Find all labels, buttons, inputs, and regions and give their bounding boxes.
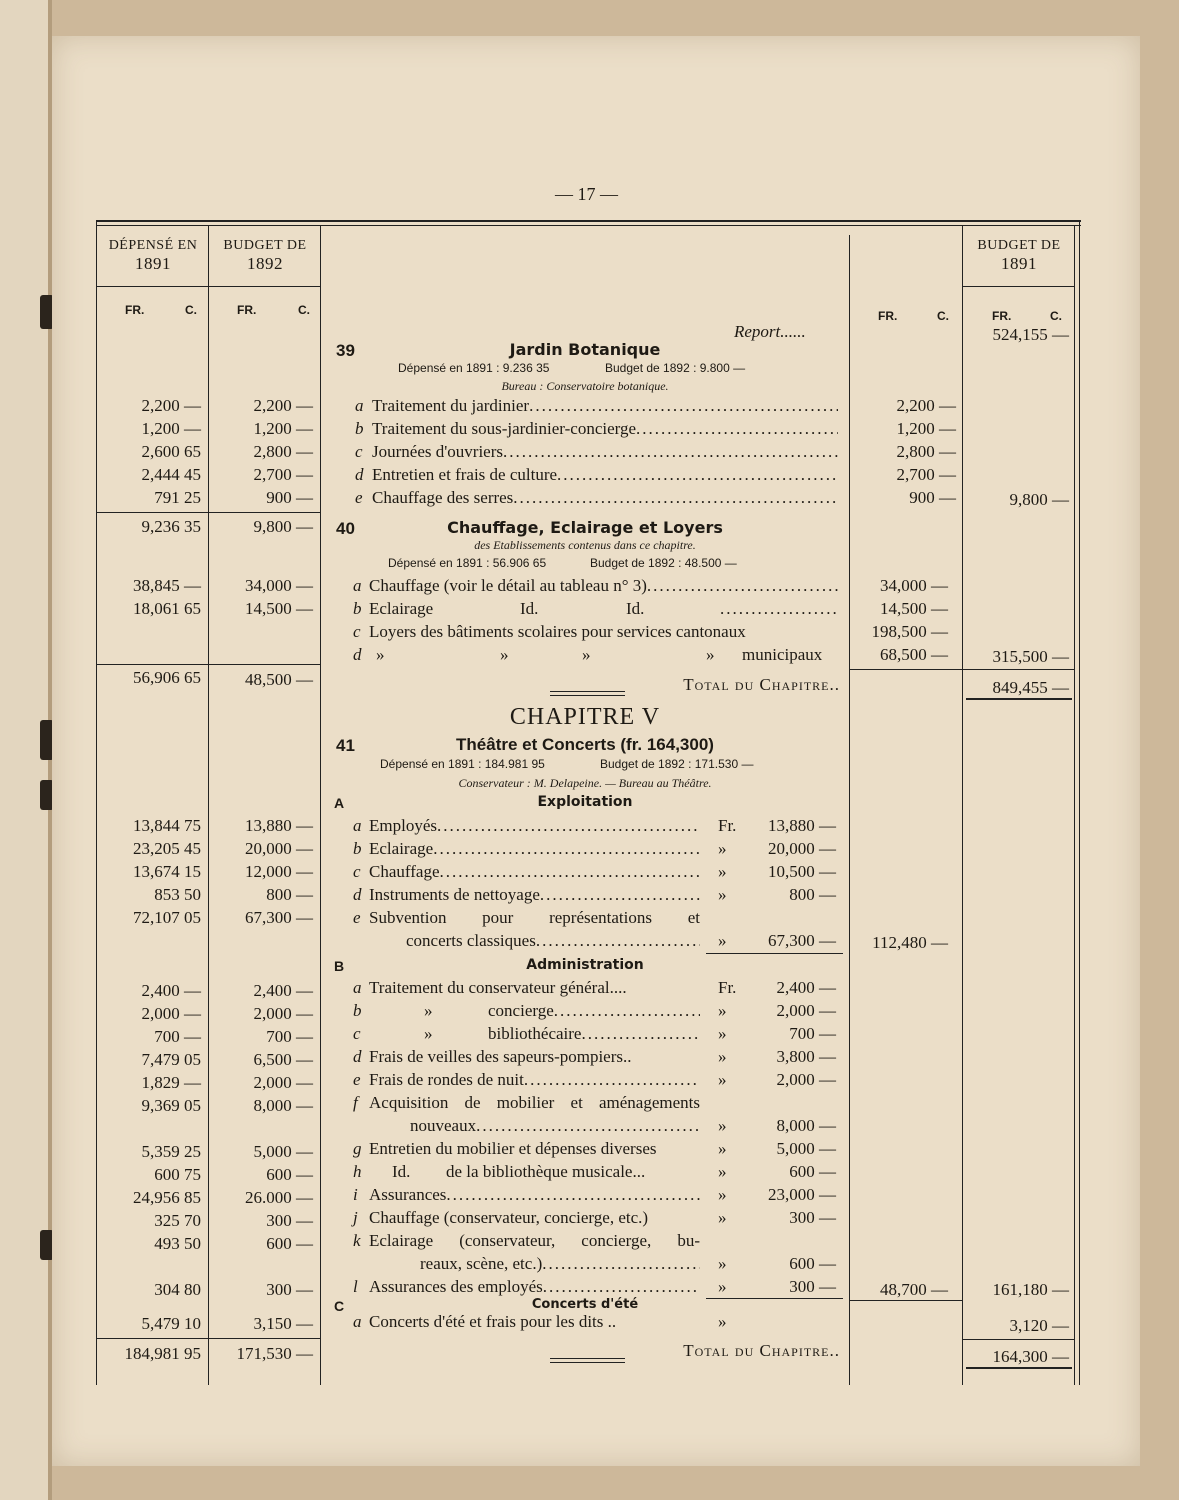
section-number: 41 bbox=[336, 736, 355, 755]
double-rule bbox=[966, 698, 1072, 700]
budget-1892-cell: 1,200 — bbox=[253, 419, 313, 438]
budget-1892-cell: 67,300 — bbox=[245, 908, 313, 927]
item-letter: e bbox=[353, 908, 361, 927]
detail-amount: 3,800 — bbox=[776, 1047, 836, 1066]
ditto-mark: » bbox=[706, 645, 715, 664]
fr-label: FR. bbox=[878, 309, 898, 323]
item-letter: c bbox=[355, 442, 363, 461]
item-label: Frais de rondes de nuit ..... bbox=[369, 1070, 700, 1090]
budget-1892-cell: 12,000 — bbox=[245, 862, 313, 881]
item-letter: b bbox=[353, 1001, 362, 1020]
currency-mark: » bbox=[718, 885, 727, 904]
item-letter: b bbox=[353, 839, 362, 858]
currency-mark: » bbox=[718, 1312, 727, 1331]
detail-amount: 600 — bbox=[789, 1254, 836, 1273]
spent-1891-cell: 2,000 — bbox=[141, 1004, 201, 1023]
currency-mark: » bbox=[718, 1185, 727, 1204]
item-label: Acquisition de mobilier et aménagements bbox=[369, 1093, 700, 1112]
amount-cell: 48,700 — bbox=[880, 1280, 948, 1299]
budget-1892-cell: 13,880 — bbox=[245, 816, 313, 835]
section-number: 40 bbox=[336, 519, 355, 538]
currency-mark: » bbox=[718, 1162, 727, 1181]
spent-1891-cell: 700 — bbox=[154, 1027, 201, 1046]
section-budget: Budget de 1892 : 48.500 — bbox=[590, 556, 737, 570]
currency-mark: Fr. bbox=[718, 816, 737, 835]
ditto-mark: Id. bbox=[520, 599, 539, 618]
item-letter: a bbox=[353, 1312, 362, 1331]
subtotal-rule bbox=[96, 1338, 320, 1339]
item-label: Chauffage (conservateur, concierge, etc.) bbox=[369, 1208, 649, 1227]
item-label: Assurances ..... bbox=[369, 1185, 700, 1205]
item-letter: f bbox=[353, 1093, 358, 1112]
item-label: Eclairage bbox=[369, 599, 434, 618]
ditto-mark: Id. bbox=[392, 1162, 411, 1181]
double-rule bbox=[550, 695, 625, 696]
budget-1892-cell: 8,000 — bbox=[253, 1096, 313, 1115]
col-divider bbox=[1079, 220, 1080, 1385]
subtotal-spent: 9,236 35 bbox=[141, 517, 201, 536]
item-letter: b bbox=[355, 419, 364, 438]
currency-mark: Fr. bbox=[718, 978, 737, 997]
item-letter: a bbox=[353, 816, 362, 835]
currency-mark: » bbox=[718, 1001, 727, 1020]
leader-dots bbox=[720, 599, 838, 619]
spent-1891-cell: 1,200 — bbox=[141, 419, 201, 438]
item-letter: a bbox=[353, 978, 362, 997]
section-number: 39 bbox=[336, 341, 355, 360]
spent-1891-cell: 600 75 bbox=[154, 1165, 201, 1184]
subsection-title: Exploitation bbox=[537, 794, 633, 810]
spent-1891-cell: 72,107 05 bbox=[133, 908, 201, 927]
detail-amount: 800 — bbox=[789, 885, 836, 904]
budget-1892-cell: 5,000 — bbox=[253, 1142, 313, 1161]
item-label: Assurances des employés ..... bbox=[369, 1277, 700, 1297]
col-divider bbox=[1074, 225, 1075, 1385]
item-letter: j bbox=[353, 1208, 358, 1227]
section-title: Chauffage, Eclairage et Loyers bbox=[447, 518, 723, 537]
c-label: C. bbox=[1050, 309, 1062, 323]
item-letter: b bbox=[353, 599, 362, 618]
header-rule bbox=[96, 286, 320, 287]
item-label: concierge ..... bbox=[488, 1001, 700, 1021]
col1-header: DÉPENSÉ EN 1891 bbox=[108, 238, 198, 273]
budget-1892-cell: 2,700 — bbox=[253, 465, 313, 484]
budget-1892-cell: 700 — bbox=[266, 1027, 313, 1046]
amount-cell: 2,800 — bbox=[896, 442, 956, 461]
ditto-mark: » bbox=[500, 645, 509, 664]
item-letter: c bbox=[353, 622, 361, 641]
currency-mark: » bbox=[718, 1024, 727, 1043]
detail-amount: 700 — bbox=[789, 1024, 836, 1043]
item-letter: g bbox=[353, 1139, 362, 1158]
item-label: Traitement du conservateur général.... bbox=[369, 978, 627, 997]
budget-1892-cell: 300 — bbox=[266, 1211, 313, 1230]
currency-mark: » bbox=[718, 862, 727, 881]
detail-amount: 10,500 — bbox=[768, 862, 836, 881]
item-label: Subvention pour représentations et bbox=[369, 908, 700, 927]
amount-cell: 112,480 — bbox=[872, 933, 948, 952]
budget-1892-cell: 2,000 — bbox=[253, 1073, 313, 1092]
item-label: Entretien du mobilier et dépenses diverses bbox=[369, 1139, 657, 1158]
detail-amount: 2,000 — bbox=[776, 1001, 836, 1020]
spent-1891-cell: 23,205 45 bbox=[133, 839, 201, 858]
subtotal-budget: 171,530 — bbox=[236, 1344, 313, 1363]
subtotal-rule bbox=[96, 664, 320, 665]
item-label: concerts classiques ..... bbox=[406, 931, 700, 951]
budget-1892-cell: 20,000 — bbox=[245, 839, 313, 858]
item-letter: i bbox=[353, 1185, 358, 1204]
ditto-mark: » bbox=[424, 1001, 433, 1020]
item-letter: h bbox=[353, 1162, 362, 1181]
double-rule bbox=[550, 1362, 625, 1363]
report-label: Report...... bbox=[734, 322, 806, 341]
item-label: Traitement du sous-jardinier-concierge ..... bbox=[372, 419, 838, 439]
spent-1891-cell: 24,956 85 bbox=[133, 1188, 201, 1207]
subtotal-rule bbox=[96, 512, 320, 513]
item-letter: e bbox=[353, 1070, 361, 1089]
report-value: 524,155 — bbox=[992, 325, 1069, 344]
spent-1891-cell: 2,200 — bbox=[141, 396, 201, 415]
spent-1891-cell: 2,600 65 bbox=[141, 442, 201, 461]
subsection-title: Administration bbox=[526, 957, 644, 973]
section-spent: Dépensé en 1891 : 56.906 65 bbox=[388, 556, 547, 570]
detail-amount: 8,000 — bbox=[776, 1116, 836, 1135]
spent-1891-cell: 13,674 15 bbox=[133, 862, 201, 881]
amount-cell: 34,000 — bbox=[880, 576, 948, 595]
currency-mark: » bbox=[718, 1047, 727, 1066]
detail-amount: 2,400 — bbox=[776, 978, 836, 997]
subtotal-budget: 9,800 — bbox=[253, 517, 313, 536]
chapter-title: CHAPITRE V bbox=[509, 704, 661, 730]
item-letter: e bbox=[355, 488, 363, 507]
subsection-letter: B bbox=[334, 958, 345, 974]
detail-amount: 67,300 — bbox=[768, 931, 836, 950]
budget-1892-cell: 14,500 — bbox=[245, 599, 313, 618]
item-label: Eclairage ..... bbox=[369, 839, 700, 859]
spent-1891-cell: 325 70 bbox=[154, 1211, 201, 1230]
section-bureau: Bureau : Conservatoire botanique. bbox=[501, 379, 669, 393]
budget-1892-cell: 34,000 — bbox=[245, 576, 313, 595]
section-budget: Budget de 1892 : 171.530 — bbox=[600, 757, 754, 771]
budget-1892-cell: 26.000 — bbox=[245, 1188, 313, 1207]
detail-amount: 20,000 — bbox=[768, 839, 836, 858]
amount-cell: 2,700 — bbox=[896, 465, 956, 484]
amount-cell: 2,200 — bbox=[896, 396, 956, 415]
detail-amount: 300 — bbox=[789, 1277, 836, 1296]
spent-1891-cell: 2,400 — bbox=[141, 981, 201, 1000]
subtotal-spent: 56,906 65 bbox=[133, 668, 201, 687]
budget-1892-cell: 900 — bbox=[266, 488, 313, 507]
subtotal-rule bbox=[962, 669, 1074, 670]
currency-mark: » bbox=[718, 1277, 727, 1296]
chapter-total-value: 164,300 — bbox=[992, 1347, 1069, 1366]
spent-1891-cell: 1,829 — bbox=[141, 1073, 201, 1092]
spent-1891-cell: 5,359 25 bbox=[141, 1142, 201, 1161]
spent-1891-cell: 5,479 10 bbox=[141, 1314, 201, 1333]
budget-1892-cell: 2,200 — bbox=[253, 396, 313, 415]
detail-amount: 23,000 — bbox=[768, 1185, 836, 1204]
subsection-title: Concerts d'été bbox=[531, 1297, 639, 1312]
amount-cell: 68,500 — bbox=[880, 645, 948, 664]
currency-mark: » bbox=[718, 1139, 727, 1158]
spent-1891-cell: 7,479 05 bbox=[141, 1050, 201, 1069]
section-spent: Dépensé en 1891 : 184.981 95 bbox=[380, 757, 545, 771]
item-label: Employés ..... bbox=[369, 816, 700, 836]
item-letter: a bbox=[353, 576, 362, 595]
budget-1892-cell: 6,500 — bbox=[253, 1050, 313, 1069]
item-label: Eclairage (conservateur, concierge, bu- bbox=[369, 1231, 700, 1250]
detail-amount: 600 — bbox=[789, 1162, 836, 1181]
subtotal-budget: 48,500 — bbox=[245, 670, 313, 689]
c-label: C. bbox=[298, 303, 310, 317]
item-label: nouveaux ..... bbox=[410, 1116, 700, 1136]
subtotal-rule bbox=[849, 1300, 962, 1301]
item-letter: c bbox=[353, 862, 361, 881]
amount-cell: 14,500 — bbox=[880, 599, 948, 618]
section-title: Jardin Botanique bbox=[509, 340, 661, 359]
budget-1891-cell: 161,180 — bbox=[992, 1280, 1069, 1299]
chapter-total-label: Total du Chapitre.. bbox=[683, 675, 840, 694]
spent-1891-cell: 304 80 bbox=[154, 1280, 201, 1299]
item-label: bibliothécaire ..... bbox=[488, 1024, 700, 1044]
currency-mark: » bbox=[718, 1254, 727, 1273]
ditto-mark: » bbox=[582, 645, 591, 664]
spent-1891-cell: 493 50 bbox=[154, 1234, 201, 1253]
table-top-border bbox=[96, 220, 1081, 222]
subtotal-rule bbox=[706, 953, 843, 954]
item-label: Chauffage des serres ..... bbox=[372, 488, 838, 508]
c-label: C. bbox=[937, 309, 949, 323]
double-rule bbox=[550, 1358, 625, 1359]
section-conservateur: Conservateur : M. Delapeine. — Bureau au Théâtre. bbox=[458, 776, 712, 790]
budget-1892-cell: 800 — bbox=[266, 885, 313, 904]
header-rule bbox=[962, 286, 1074, 287]
fr-label: FR. bbox=[992, 309, 1012, 323]
budget-1891-cell: 9,800 — bbox=[1009, 490, 1069, 509]
col5-header: BUDGET DE 1891 bbox=[977, 238, 1061, 273]
budget-1892-cell: 300 — bbox=[266, 1280, 313, 1299]
section-title: Théâtre et Concerts (fr. 164,300) bbox=[456, 735, 714, 754]
amount-cell: 900 — bbox=[909, 488, 956, 507]
budget-1892-cell: 2,000 — bbox=[253, 1004, 313, 1023]
page-number: — 17 — bbox=[555, 184, 618, 204]
amount-cell: 198,500 — bbox=[871, 622, 948, 641]
item-label: Instruments de nettoyage ..... bbox=[369, 885, 700, 905]
item-label: de la bibliothèque musicale... bbox=[446, 1162, 646, 1181]
fr-label: FR. bbox=[237, 303, 257, 317]
budget-1892-cell: 2,800 — bbox=[253, 442, 313, 461]
budget-1892-cell: 600 — bbox=[266, 1234, 313, 1253]
item-label: reaux, scène, etc.) ..... bbox=[420, 1254, 700, 1274]
item-letter: l bbox=[353, 1277, 358, 1296]
item-label: Journées d'ouvriers ..... bbox=[372, 442, 838, 462]
col2-header: BUDGET DE 1892 bbox=[223, 238, 307, 273]
spent-1891-cell: 2,444 45 bbox=[141, 465, 201, 484]
table-top-border-thin bbox=[96, 225, 1081, 226]
item-letter: k bbox=[353, 1231, 361, 1250]
budget-1891-cell: 315,500 — bbox=[992, 647, 1069, 666]
item-letter: c bbox=[353, 1024, 361, 1043]
budget-1891-cell: 3,120 — bbox=[1009, 1316, 1069, 1335]
currency-mark: » bbox=[718, 1116, 727, 1135]
item-label: Chauffage (voir le détail au tableau n° 3) ..... bbox=[369, 576, 838, 596]
fr-label: FR. bbox=[125, 303, 145, 317]
col-divider bbox=[962, 225, 963, 1385]
detail-amount: 300 — bbox=[789, 1208, 836, 1227]
detail-amount: 5,000 — bbox=[776, 1139, 836, 1158]
currency-mark: » bbox=[718, 839, 727, 858]
detail-amount: 13,880 — bbox=[768, 816, 836, 835]
item-label: Concerts d'été et frais pour les dits .. bbox=[369, 1312, 617, 1331]
spent-1891-cell: 9,369 05 bbox=[141, 1096, 201, 1115]
spent-1891-cell: 853 50 bbox=[154, 885, 201, 904]
budget-1892-cell: 600 — bbox=[266, 1165, 313, 1184]
subtotal-rule bbox=[962, 1339, 1074, 1340]
item-label: Frais de veilles des sapeurs-pompiers.. bbox=[369, 1047, 632, 1066]
item-label: municipaux bbox=[742, 645, 823, 664]
ditto-mark: » bbox=[376, 645, 385, 664]
item-label: Chauffage ..... bbox=[369, 862, 700, 882]
currency-mark: » bbox=[718, 1208, 727, 1227]
amount-cell: 1,200 — bbox=[896, 419, 956, 438]
budget-1892-cell: 3,150 — bbox=[253, 1314, 313, 1333]
subtotal-rule bbox=[849, 669, 962, 670]
item-label: Loyers des bâtiments scolaires pour services cantonaux bbox=[369, 622, 746, 641]
ditto-mark: » bbox=[424, 1024, 433, 1043]
ditto-mark: Id. bbox=[626, 599, 645, 618]
subsection-letter: A bbox=[334, 795, 345, 811]
subsection-letter: C bbox=[334, 1298, 345, 1314]
item-letter: d bbox=[355, 465, 364, 484]
chapter-total-value: 849,455 — bbox=[992, 678, 1069, 697]
item-letter: d bbox=[353, 1047, 362, 1066]
item-letter: a bbox=[355, 396, 364, 415]
subtotal-spent: 184,981 95 bbox=[124, 1344, 201, 1363]
currency-mark: » bbox=[718, 931, 727, 950]
chapter-total-label: Total du Chapitre.. bbox=[683, 1341, 840, 1360]
spent-1891-cell: 13,844 75 bbox=[133, 816, 201, 835]
detail-amount: 2,000 — bbox=[776, 1070, 836, 1089]
double-rule bbox=[550, 691, 625, 692]
spent-1891-cell: 38,845 — bbox=[133, 576, 201, 595]
c-label: C. bbox=[185, 303, 197, 317]
double-rule bbox=[966, 1367, 1072, 1369]
section-spent: Dépensé en 1891 : 9.236 35 bbox=[398, 361, 550, 375]
currency-mark: » bbox=[718, 1070, 727, 1089]
budget-1892-cell: 2,400 — bbox=[253, 981, 313, 1000]
section-budget: Budget de 1892 : 9.800 — bbox=[605, 361, 746, 375]
spent-1891-cell: 791 25 bbox=[154, 488, 201, 507]
section-subtitle: des Etablissements contenus dans ce chapitre. bbox=[474, 538, 696, 552]
item-letter: d bbox=[353, 885, 362, 904]
spent-1891-cell: 18,061 65 bbox=[133, 599, 201, 618]
item-label: Entretien et frais de culture ..... bbox=[372, 465, 838, 485]
item-label: Traitement du jardinier ..... bbox=[372, 396, 838, 416]
item-letter: d bbox=[353, 645, 362, 664]
